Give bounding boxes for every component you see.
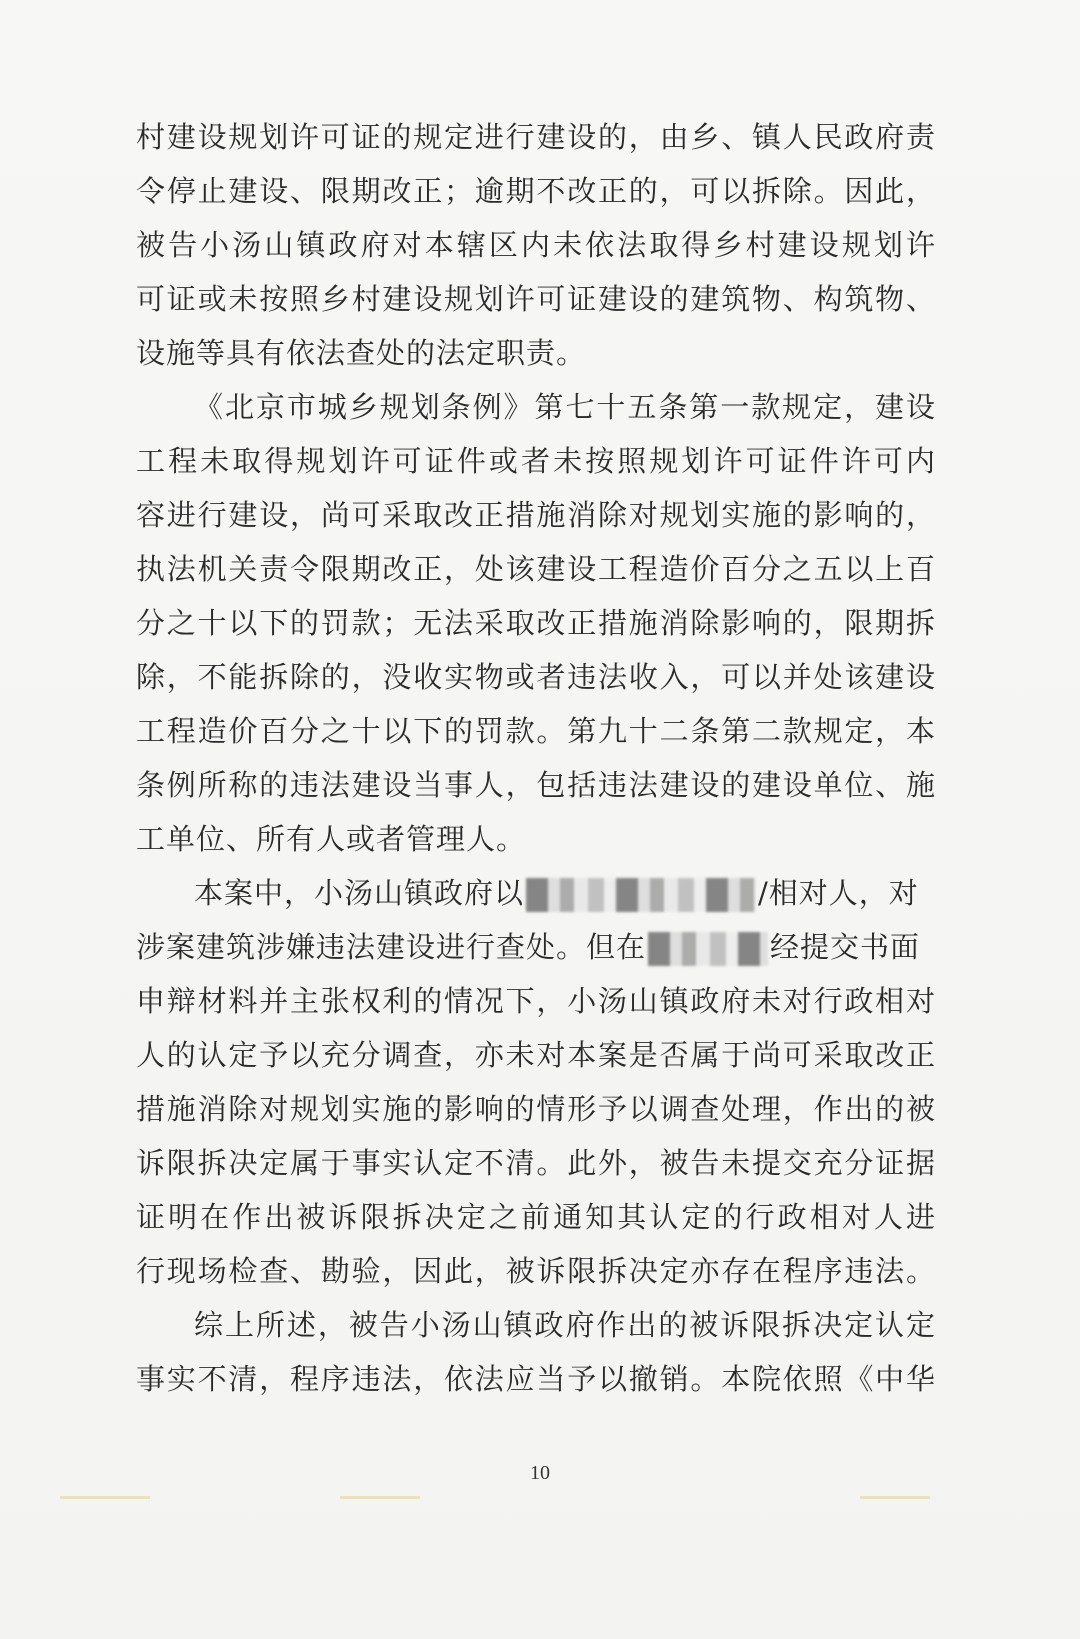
text-line: 除，不能拆除的，没收实物或者违法收入，可以并处该建设 — [136, 660, 936, 694]
redaction-mosaic — [648, 932, 768, 966]
text-segment: /相对人，对 — [758, 876, 919, 910]
text-line: 设施等具有依法查处的法定职责。 — [136, 336, 587, 370]
text-segment: 经提交书面 — [770, 930, 921, 964]
text-line: 工单位、所有人或者管理人。 — [136, 822, 527, 856]
text-line-redacted — [136, 920, 936, 974]
document-body — [136, 110, 936, 1406]
text-line: 容进行建设，尚可采取改正措施消除对规划实施的影响的， — [136, 498, 936, 532]
text-line: 工程未取得规划许可证件或者未按照规划许可证件许可内 — [136, 444, 936, 478]
text-line: 工程造价百分之十以下的罚款。第九十二条第二款规定，本 — [136, 714, 936, 748]
text-line: 综上所述，被告小汤山镇政府作出的被诉限拆决定认定 — [194, 1308, 936, 1342]
text-line: 可证或未按照乡村建设规划许可证建设的建筑物、构筑物、 — [136, 282, 936, 316]
text-segment: 本案中，小汤山镇政府以 — [194, 876, 525, 910]
scan-artifact — [860, 1496, 930, 1499]
text-segment: 涉案建筑涉嫌违法建设进行查处。但在 — [136, 930, 647, 964]
text-line: 《北京市城乡规划条例》第七十五条第一款规定，建设 — [194, 390, 936, 424]
text-line: 人的认定予以充分调查，亦未对本案是否属于尚可采取改正 — [136, 1038, 936, 1072]
page-number: 10 — [530, 1462, 550, 1484]
text-line: 诉限拆决定属于事实认定不清。此外，被告未提交充分证据 — [136, 1146, 936, 1180]
text-line: 行现场检查、勘验，因此，被诉限拆决定亦存在程序违法。 — [136, 1254, 936, 1288]
text-line: 令停止建设、限期改正；逾期不改正的，可以拆除。因此， — [136, 174, 936, 208]
text-line: 执法机关责令限期改正，处该建设工程造价百分之五以上百 — [136, 552, 936, 586]
text-line: 证明在作出被诉限拆决定之前通知其认定的行政相对人进 — [136, 1200, 936, 1234]
text-line: 事实不清，程序违法，依法应当予以撤销。本院依照《中华 — [136, 1362, 936, 1396]
text-line: 申辩材料并主张权利的情况下，小汤山镇政府未对行政相对 — [136, 984, 936, 1018]
scan-artifact — [340, 1496, 420, 1499]
text-line: 被告小汤山镇政府对本辖区内未依法取得乡村建设规划许 — [136, 228, 936, 262]
text-line: 村建设规划许可证的规定进行建设的，由乡、镇人民政府责 — [136, 120, 936, 154]
text-line: 条例所称的违法建设当事人，包括违法建设的建设单位、施 — [136, 768, 936, 802]
redaction-mosaic — [526, 878, 756, 912]
scan-artifact — [60, 1496, 150, 1499]
text-line-redacted — [136, 866, 936, 920]
text-line: 措施消除对规划实施的影响的情形予以调查处理，作出的被 — [136, 1092, 936, 1126]
text-line: 分之十以下的罚款；无法采取改正措施消除影响的，限期拆 — [136, 606, 936, 640]
